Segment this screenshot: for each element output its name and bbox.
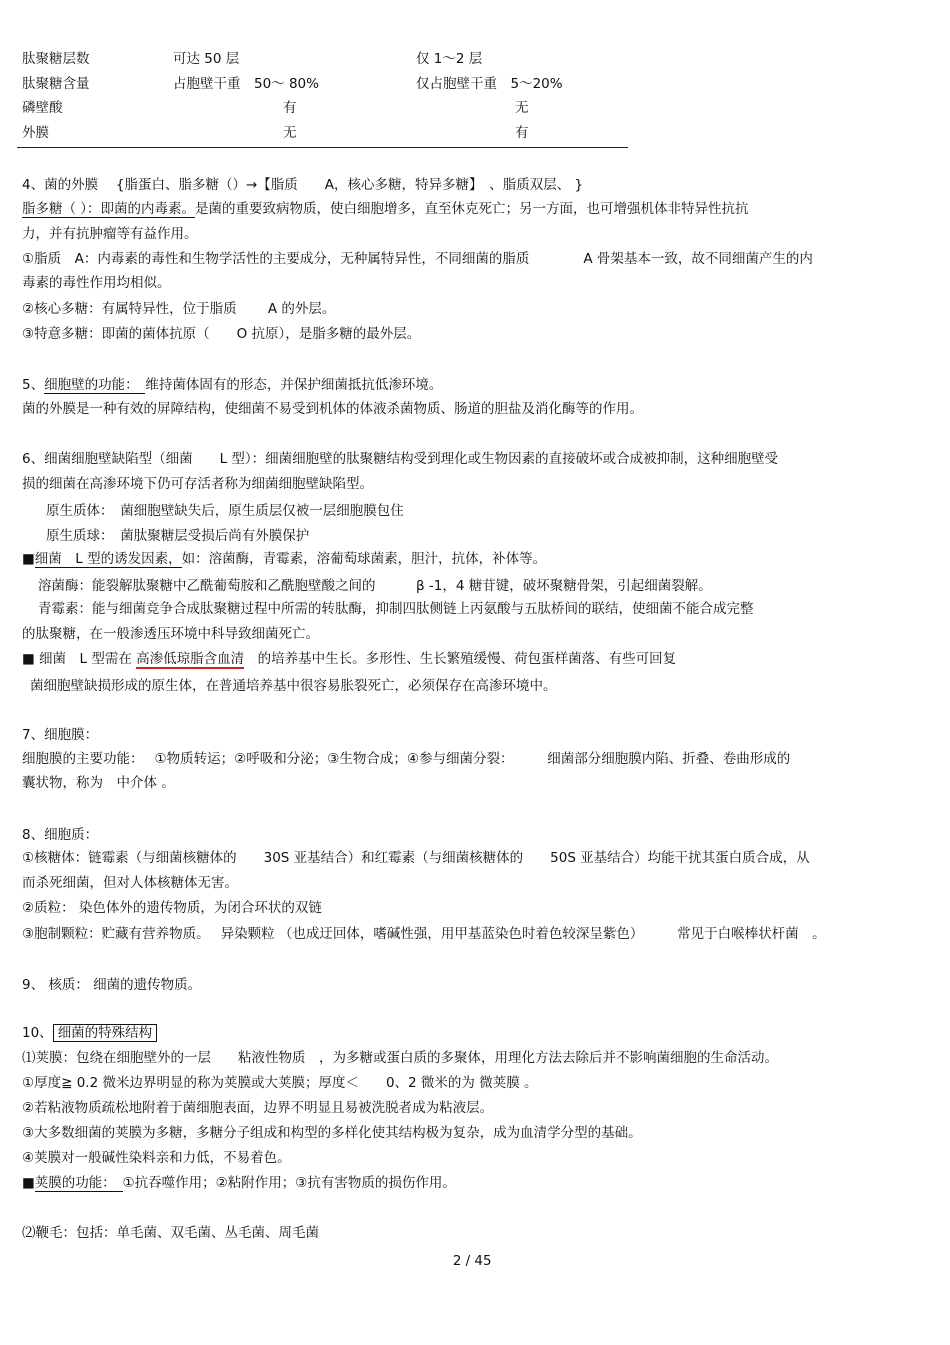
gram-positive-cell: 可达 50 层 [173, 51, 240, 67]
cell-wall-function-text: 维持菌体固有的形态，并保护细菌抵抗低渗环境。 [145, 377, 443, 393]
row-label: 肽聚糖层数 [22, 51, 90, 67]
l-form-growth-line [22, 650, 676, 668]
ribosome-line: ①核糖体：链霉素（与细菌核糖体的 30S 亚基结合）和红霉素（与细菌核糖体的 50S 亚基结合）均能干扰其蛋白质合成，从 [22, 850, 810, 866]
cell-membrane-continuation: 囊状物，称为 中介体 。 [22, 775, 175, 791]
section-6-continuation: 损的细菌在高渗环境下仍可存活者称为细菌细胞壁缺陷型。 [22, 476, 373, 492]
l-form-growth-prefix: ■ 细菌 L 型需在 [22, 651, 132, 667]
section-number: 5、 [22, 377, 45, 393]
section-6-heading: 6、细菌细胞壁缺陷型（细菌 L 型）：细菌细胞壁的肽聚糖结构受到理化或生物因素的直接破坏或合成被抑制，这种细胞壁受 [22, 451, 779, 467]
granules-line: ③胞制颗粒：贮藏有营养物质。 异染颗粒 （也成迂回体，嗜碱性强，用甲基蓝染色时着色较深呈紫色） 常见于白喉棒状杆菌 。 [22, 926, 826, 942]
capsule-thickness: ①厚度≧ 0.2 微米边界明显的称为荚膜或大荚膜；厚度＜ 0、2 微米的为 微荚膜 。 [22, 1075, 538, 1091]
slime-layer: ②若粘液物质疏松地附着于菌细胞表面，边界不明显且易被洗脱者成为粘液层。 [22, 1100, 494, 1116]
bullet-square: ■ [22, 551, 35, 567]
plasmid-line: ②质粒： 染色体外的遗传物质，为闭合环状的双链 [22, 900, 322, 916]
gram-negative-cell: 仅 1～2 层 [416, 51, 483, 67]
section-7-heading: 7、细胞膜： [22, 727, 99, 743]
spheroplast-line: 原生质球： 菌肽聚糖层受损后尚有外膜保护 [46, 528, 310, 544]
cell-wall-function-label: 细胞壁的功能： [44, 377, 146, 393]
gram-positive-cell: 无 [283, 125, 297, 141]
lysozyme-line: 溶菌酶：能裂解肽聚糖中乙酰葡萄胺和乙酰胞壁酸之间的 β -1，4 糖苷键，破坏聚糖骨架，引起细菌裂解。 [38, 578, 712, 594]
gram-negative-cell: 仅占胞壁干重 5～20% [416, 76, 563, 92]
gram-positive-cell: 有 [283, 100, 297, 116]
section-number: 10、 [22, 1025, 53, 1041]
capsule-staining: ④荚膜对一般碱性染料亲和力低，不易着色。 [22, 1150, 291, 1166]
section-8-heading: 8、细胞质： [22, 827, 99, 843]
section-5-heading [22, 376, 442, 394]
l-form-growth-continuation: 菌细胞壁缺损形成的原生体，在普通培养基中很容易胀裂死亡，必须保存在高渗环境中。 [30, 678, 557, 694]
cell-membrane-functions: 细胞膜的主要功能： ①物质转运；②呼吸和分泌；③生物合成；④参与细菌分裂： 细菌部分细胞膜内陷、折叠、卷曲形成的 [22, 751, 791, 767]
l-form-growth-text: 的培养基中生长。多形性、生长繁殖缓慢、荷包蛋样菌落、有些可回复 [244, 651, 677, 667]
gram-negative-cell: 有 [515, 125, 529, 141]
section-9-line: 9、 核质： 细菌的遗传物质。 [22, 977, 202, 993]
section-10-heading [22, 1024, 157, 1042]
l-form-inducers-text: 如：溶菌酶，青霉素，溶葡萄球菌素，胆汁，抗体，补体等。 [181, 551, 547, 567]
capsule-functions-label: 荚膜的功能： [34, 1175, 123, 1191]
page-number: 2 / 45 [452, 1253, 492, 1269]
capsule-line: ⑴荚膜：包绕在细胞壁外的一层 粘液性物质 ，为多糖或蛋白质的多聚体，用理化方法去除后并不影响菌细胞的生命活动。 [22, 1050, 778, 1066]
core-polysaccharide-point: ②核心多糖：有属特异性，位于脂质 A 的外层。 [22, 301, 336, 317]
gram-positive-cell: 占胞壁干重 50～ 80% [173, 76, 319, 92]
capsule-functions-text: ①抗吞噬作用；②粘附作用；③抗有害物质的损伤作用。 [122, 1175, 456, 1191]
row-label: 肽聚糖含量 [22, 76, 90, 92]
l-form-inducers-line [22, 550, 546, 568]
row-label: 磷壁酸 [22, 100, 63, 116]
lps-term: 脂多糖（ ）：即菌的内毒素。 [22, 201, 196, 217]
lipid-a-continuation: 毒素的毒性作用均相似。 [22, 275, 171, 291]
lps-line [22, 200, 749, 218]
capsule-composition: ③大多数细菌的荚膜为多糖，多糖分子组成和构型的多样化使其结构极为复杂，成为血清学分型的基础。 [22, 1125, 642, 1141]
protoplast-line: 原生质体： 菌细胞壁缺失后，原生质层仅被一层细胞膜包住 [46, 503, 404, 519]
outer-membrane-note: 菌的外膜是一种有效的屏障结构，使细菌不易受到机体的体液杀菌物质、肠道的胆盐及消化酶等的作用。 [22, 401, 643, 417]
capsule-functions-line [22, 1174, 456, 1192]
lps-continuation: 力，并有抗肿瘤等有益作用。 [22, 226, 198, 242]
ribosome-continuation: 而杀死细菌，但对人体核糖体无害。 [22, 875, 238, 891]
bullet-square: ■ [22, 1175, 35, 1191]
penicillin-continuation: 的肽聚糖，在一般渗透压环境中科导致细菌死亡。 [22, 626, 319, 642]
lipid-a-point: ①脂质 A：内毒素的毒性和生物学活性的主要成分，无种属特异性，不同细菌的脂质 A 骨架基本一致，故不同细菌产生的内 [22, 251, 813, 267]
section-4-heading: 4、菌的外膜 {脂蛋白、脂多糖（）→【脂质 A，核心多糖，特异多糖】 、脂质双层、 } [22, 177, 584, 193]
gram-negative-cell: 无 [515, 100, 529, 116]
penicillin-line: 青霉素：能与细菌竞争合成肽聚糖过程中所需的转肽酶，抑制四肽侧链上丙氨酸与五肽桥间的联结，使细菌不能合成完整 [38, 601, 754, 617]
row-label: 外膜 [22, 125, 49, 141]
l-form-inducers-label: 细菌 L 型的诱发因素， [34, 551, 182, 567]
flagella-line: ⑵鞭毛：包括：单毛菌、双毛菌、丛毛菌、周毛菌 [22, 1225, 319, 1241]
specific-polysaccharide-point: ③特意多糖：即菌的菌体抗原（ O 抗原），是脂多糖的最外层。 [22, 326, 421, 342]
culture-medium-highlight: 高渗低琼脂含血清 [136, 651, 245, 667]
table-bottom-rule [17, 147, 628, 148]
special-structures-title: 细菌的特殊结构 [53, 1024, 158, 1042]
lps-description: 是菌的重要致病物质，使白细胞增多，直至休克死亡；另一方面，也可增强机体非特异性抗抗 [195, 201, 749, 217]
